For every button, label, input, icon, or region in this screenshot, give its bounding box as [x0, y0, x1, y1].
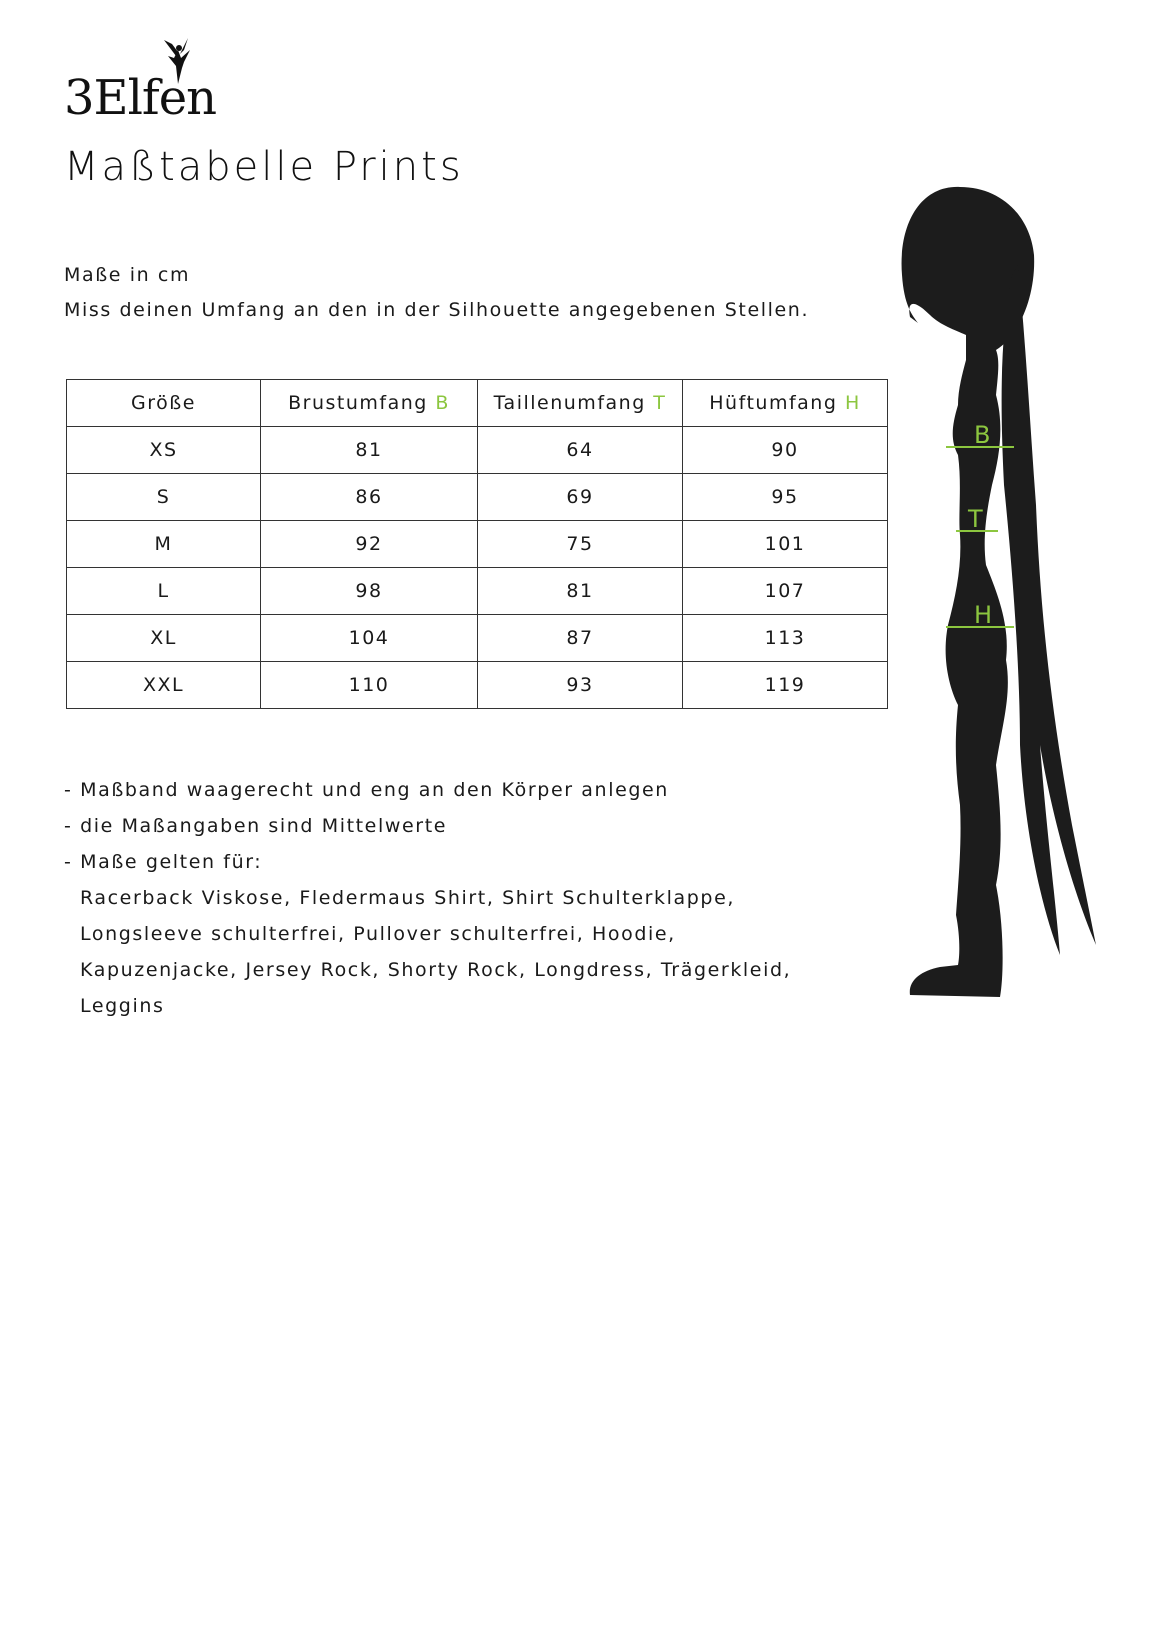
size-cell: XL	[67, 615, 261, 662]
table-row	[67, 474, 888, 521]
bust-cell: 81	[261, 427, 478, 474]
bust-marker: B	[435, 392, 450, 414]
hip-cell: 90	[683, 427, 888, 474]
table-row	[67, 662, 888, 709]
size-cell: XXL	[67, 662, 261, 709]
table-header-row	[67, 380, 888, 427]
bust-cell: 104	[261, 615, 478, 662]
hip-cell: 95	[683, 474, 888, 521]
hip-cell: 101	[683, 521, 888, 568]
notes-list	[64, 772, 840, 1024]
hip-cell: 107	[683, 568, 888, 615]
header-waist: Taillenumfang T	[478, 380, 683, 427]
table-row	[67, 568, 888, 615]
hip-cell: 113	[683, 615, 888, 662]
bust-cell: 98	[261, 568, 478, 615]
waist-cell: 87	[478, 615, 683, 662]
table-row	[67, 427, 888, 474]
waist-label: T	[968, 505, 983, 533]
size-cell: L	[67, 568, 261, 615]
waist-cell: 69	[478, 474, 683, 521]
header-size: Größe	[67, 380, 261, 427]
waist-cell: 93	[478, 662, 683, 709]
header-hip: Hüftumfang H	[683, 380, 888, 427]
hip-label: H	[974, 601, 993, 629]
bust-cell: 86	[261, 474, 478, 521]
bust-cell: 110	[261, 662, 478, 709]
size-table	[66, 379, 888, 709]
note-item: - die Maßangaben sind Mittelwerte	[64, 815, 448, 837]
hip-cell: 119	[683, 662, 888, 709]
product-list: Racerback Viskose, Fledermaus Shirt, Shirt Schulterklappe, Longsleeve schulterfrei, Pullover schulterfrei, Hoodie, Kapuzenjacke, Jersey Rock, Shorty Rock, Longdress, Trägerkleid, Leggins	[80, 887, 792, 1017]
waist-cell: 81	[478, 568, 683, 615]
hip-marker: H	[844, 392, 861, 414]
note-item: - Maße gelten für:	[64, 851, 263, 873]
table-row	[67, 521, 888, 568]
waist-marker: T	[653, 392, 667, 414]
size-cell: S	[67, 474, 261, 521]
note-item: - Maßband waagerecht und eng an den Körper anlegen	[64, 779, 669, 801]
size-cell: XS	[67, 427, 261, 474]
page-title: Maßtabelle Prints	[64, 144, 464, 190]
units-note: Maße in cm	[64, 264, 191, 286]
bust-cell: 92	[261, 521, 478, 568]
measure-instruction: Miss deinen Umfang an den in der Silhouette angegebenen Stellen.	[64, 299, 810, 321]
brand-logo	[64, 36, 244, 126]
header-bust: Brustumfang B	[261, 380, 478, 427]
logo-text: 3Elfen	[64, 70, 217, 126]
intro-text	[64, 258, 809, 328]
body-silhouette	[900, 185, 1140, 1065]
waist-cell: 64	[478, 427, 683, 474]
waist-cell: 75	[478, 521, 683, 568]
size-cell: M	[67, 521, 261, 568]
bust-label: B	[974, 421, 991, 449]
table-row	[67, 615, 888, 662]
